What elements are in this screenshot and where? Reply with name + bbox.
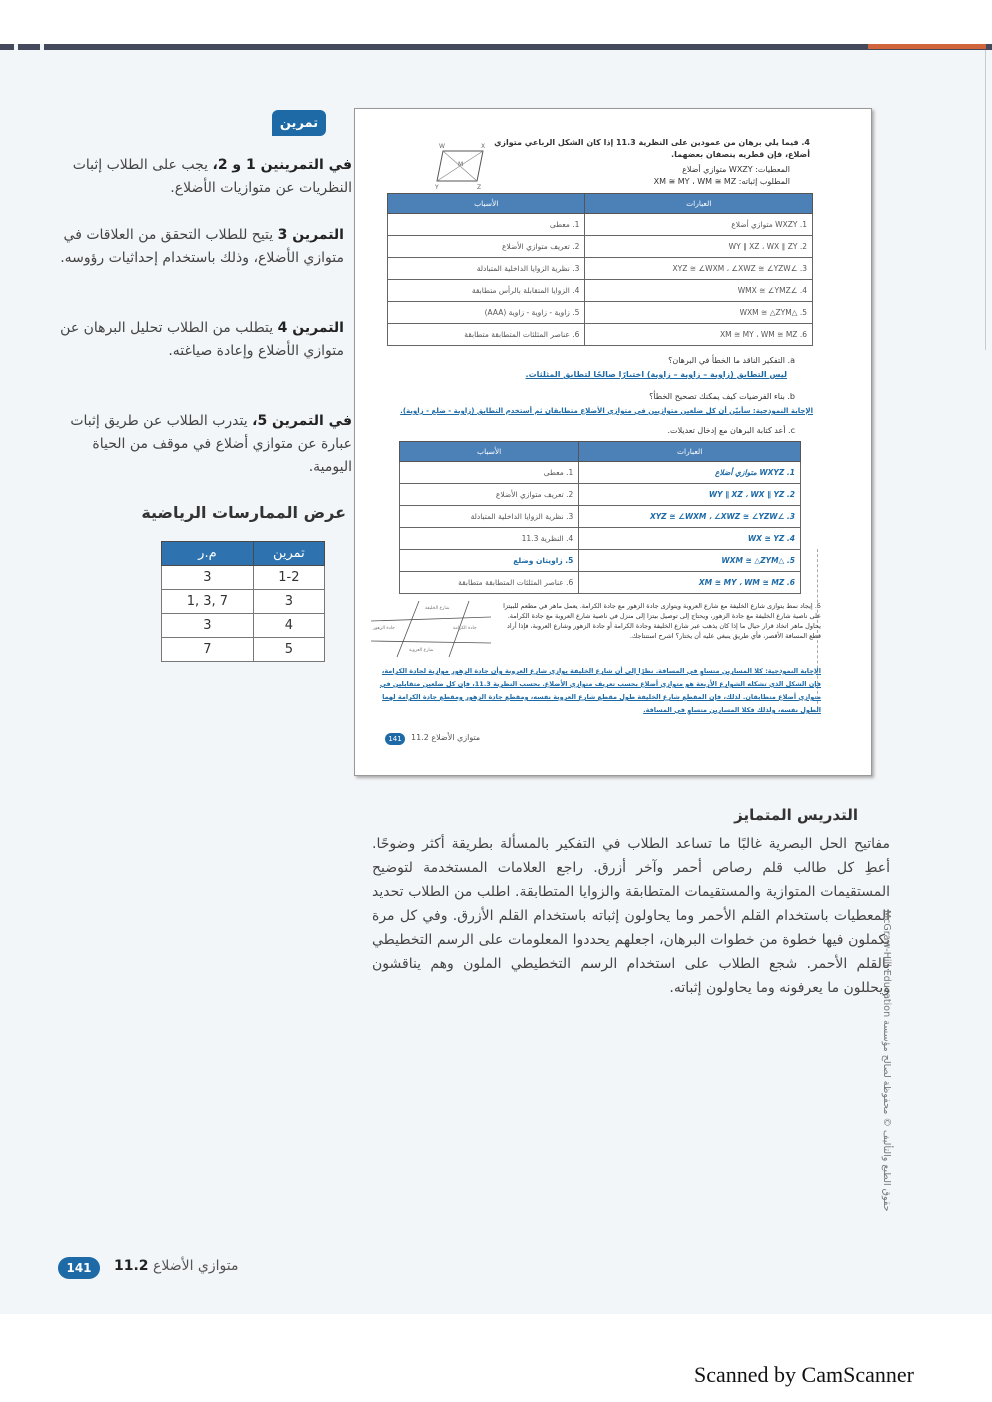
statement-cell: 2. WY ∥ XZ ، WX ∥ YZ: [579, 484, 801, 506]
paragraph-lead: في التمرين 5،: [252, 413, 352, 429]
copyright-vertical: McGraw-Hill Education حقوق الطبع والتأليف © محفوظة لصالح مؤسسة: [881, 910, 892, 1212]
statement-cell: 6. XM ≅ MY ، WM ≅ MZ: [579, 572, 801, 594]
statement-cell: 1. WXYZ متوازي أضلاع: [579, 462, 801, 484]
practices-table: [161, 541, 325, 662]
table-row: [400, 484, 801, 506]
reason-cell: 2. تعريف متوازي الأضلاع: [400, 484, 579, 506]
statement-cell: 5. △WXM ≅ △ZYM: [579, 550, 801, 572]
header-accent: [868, 44, 986, 49]
reason-cell: 6. عناصر المثلثات المتطابقة متطابقة: [388, 324, 585, 346]
paragraph-text: يجب على الطلاب إثبات النظريات عن متوازيات الأضلاع.: [72, 157, 352, 196]
statement-cell: 5. △WXM ≅ △ZYM: [585, 302, 813, 324]
sidebar-paragraph-1: [60, 154, 352, 200]
table-row: [388, 280, 813, 302]
table-row: [162, 638, 325, 662]
street-label: جادة الكرامة: [453, 626, 477, 631]
paragraph-lead: التمرين 4: [277, 320, 344, 336]
table-row: [400, 550, 801, 572]
table-row: [162, 590, 325, 614]
student-page-thumbnail: [354, 108, 872, 776]
footer-page-number: 141: [58, 1257, 100, 1279]
part-a-prompt: a. التفكير الناقد ما الخطأ في البرهان؟: [668, 356, 795, 365]
statement-cell: 6. XM ≅ MY ، WM ≅ MZ: [585, 324, 813, 346]
sidebar-paragraph-4: [60, 410, 352, 479]
table-row: [388, 236, 813, 258]
proof-table-corrected: [399, 441, 801, 594]
vertex-label: Y: [435, 184, 439, 191]
table-cell: 3: [162, 566, 254, 590]
street-map-figure: [371, 599, 491, 659]
parallelogram-figure: [433, 139, 491, 191]
part-a-answer: ليس التطابق (زاوية – زاوية – زاوية) اختبارًا صالحًا لتطابق المثلثات.: [525, 370, 787, 379]
column-header: الأسباب: [388, 194, 585, 214]
paragraph-text: يتدرب الطلاب عن طريق إثبات عبارة عن متوازي أضلاع في موقف من الحياة اليومية.: [70, 413, 352, 475]
reason-cell: 5. زاويتان وضلع: [400, 550, 579, 572]
table-row: [388, 214, 813, 236]
table-cell: 3: [162, 614, 254, 638]
prove-statement: المطلوب إثباته: XM ≅ MY ، WM ≅ MZ: [653, 177, 790, 186]
column-header: تمرين: [253, 542, 324, 566]
table-cell: 3: [253, 590, 324, 614]
footer-section-title: [114, 1258, 238, 1274]
street-label: شارع العروبة: [409, 648, 434, 653]
table-cell: 4: [253, 614, 324, 638]
street-label: شارع الخليفة: [425, 606, 450, 611]
paragraph-lead: في التمرينين 1 و 2،: [212, 157, 352, 173]
reason-cell: 2. تعريف متوازي الأضلاع: [388, 236, 585, 258]
differentiated-body: مفاتيح الحل البصرية غالبًا ما تساعد الطلاب في التفكير بالمسألة بطريقة أكثر وضوحًا. أعطِ كل طالب قلم رصاص أحمر وآخر أزرق. راجع العلامات المستخدمة لتوضيح المستقيمات المتوازية والمستقيمات المتطابقة والزوايا المتطابقة. اطلب من الطلاب تحديد المعطيات باستخدام القلم الأحمر وما يحاولون إثباته باستخدام القلم الأزرق. وفي كل مرة يكملون فيها خطوة من خطوات البرهان، اجعلهم يحددوا المعلومات على الرسم التخطيطي بالقلم الأحمر. شجع الطلاب على استخدام الرسم التخطيطي الملون وهم يناقشون ويحللون ما يعرفونه وما يحاولون إثباته.: [372, 836, 890, 996]
footer-section-number: 11.2: [114, 1258, 149, 1274]
table-row: [400, 528, 801, 550]
header-bar: [0, 44, 992, 50]
footer-section-name: متوازي الأضلاع: [153, 1258, 239, 1274]
column-header: الأسباب: [400, 442, 579, 462]
sidebar-paragraph-3: [60, 317, 352, 363]
table-row: [400, 506, 801, 528]
thumbnail-page-title: 11.2 متوازي الأضلاع: [411, 733, 481, 742]
table-row: [388, 324, 813, 346]
reason-cell: 4. النظرية 11.3: [400, 528, 579, 550]
paragraph-lead: التمرين 3: [277, 227, 344, 243]
table-row: [388, 258, 813, 280]
part-b-answer: الإجابة النموذجية: سأبيّن أن كل ضلعين متوازيين في متوازي الأضلاع متطابقان ثم أستخدم التطابق (زاوية - ضلع - زاوية).: [400, 407, 813, 415]
question-5-answer: الإجابة النموذجية: كلا المسارين متساوٍ في المسافة. نظرًا إلى أن شارع الخليفة يوازي شارع العروبة وأن جادة الزهور موازية لجادة الكرامة، فإن الشكل الذي تشكله الشوارع الأربعة هو متوازي أضلاع بحسب تعريف متوازي الأضلاع. بحسب النظرية 11.3، فإن كل ضلعين متقابلين في متوازي أضلاع متطابقان. لذلك، فإن المقطع شارع الخليفة طول مقطع شارع العروبة نفسه، ومقطع جادة الزهور ومقطع جادة الكرامة لهما الطول نفسه، ولذلك فكلا المسارين متساوٍ في المسافة.: [379, 667, 821, 714]
proof-table-original: [387, 193, 813, 346]
question-5-text: 5. إيجاد نمط يتوازى شارع الخليفة مع شارع العروبة ويتوازى جادة الزهور مع جادة الكرامة. يعمل ماهر في مطعم للبيتزا على ناصية شارع الخليفة مع جادة الزهور، ويحتاج إلى توصيل بيتزا إلى منزل في ناصية شارع العروبة مع جادة الكرامة. يحاول ماهر اتخاذ قرار حيال ما إذا كان يذهب عبر شارع الخليفة وجادة الكرامة أو جادة الزهور وشارع العروبة، فإذا أراد قطع المسافة الأقصر، فأي طريق ينبغي عليه أن يختار؟ اشرح استنتاجك.: [503, 602, 821, 640]
practices-heading: عرض الممارسات الرياضية: [141, 503, 346, 522]
table-row: [162, 566, 325, 590]
reason-cell: 1. معطى: [400, 462, 579, 484]
vertex-label: W: [439, 143, 445, 150]
table-cell: 1-2: [253, 566, 324, 590]
column-header: العبارات: [579, 442, 801, 462]
statement-cell: 4. WX ≅ YZ: [579, 528, 801, 550]
column-header: العبارات: [585, 194, 813, 214]
scanner-watermark: Scanned by CamScanner: [694, 1362, 914, 1387]
table-cell: 5: [253, 638, 324, 662]
exercise-badge: تمرين: [272, 110, 326, 136]
reason-cell: 3. نظرية الزوايا الداخلية المتبادلة: [400, 506, 579, 528]
statement-cell: 3. ∠XYZ ≅ ∠WXM ، ∠XWZ ≅ ∠YZW: [579, 506, 801, 528]
part-c-prompt: c. أعد كتابة البرهان مع إدخال تعديلات.: [667, 426, 795, 435]
table-cell: 7: [162, 638, 254, 662]
part-b-prompt: b. بناء الفرضيات كيف يمكنك تصحيح الخطأ؟: [649, 392, 795, 401]
paragraph-text: يتيح للطلاب التحقق من العلاقات في متوازي الأضلاع، وذلك باستخدام إحداثيات رؤوسه.: [60, 227, 344, 266]
reason-cell: 4. الزوايا المتقابلة بالرأس متطابقة: [388, 280, 585, 302]
vertex-label: Z: [477, 184, 482, 191]
reason-cell: 6. عناصر المثلثات المتطابقة متطابقة: [400, 572, 579, 594]
given-statement: المعطيات: WXZY متوازي أضلاع: [682, 165, 790, 174]
table-row: [400, 572, 801, 594]
sidebar-paragraph-2: [60, 224, 352, 270]
street-label: جادة الزهور: [373, 626, 395, 631]
thumbnail-page-number: 141: [385, 733, 405, 745]
reason-cell: 1. معطى: [388, 214, 585, 236]
page-edge: [985, 50, 987, 350]
statement-cell: 4. ∠WMX ≅ ∠YMZ: [585, 280, 813, 302]
vertex-label: M: [458, 161, 464, 168]
column-header: م.ر: [162, 542, 254, 566]
table-row: [388, 302, 813, 324]
paragraph-text: يتطلب من الطلاب تحليل البرهان عن متوازي الأضلاع وإعادة صياغته.: [60, 320, 344, 359]
statement-cell: 2. WY ∥ XZ ، WX ∥ ZY: [585, 236, 813, 258]
statement-cell: 1. WXZY متوازي أضلاع: [585, 214, 813, 236]
statement-cell: 3. ∠XYZ ≅ ∠WXM ، ∠XWZ ≅ ∠YZW: [585, 258, 813, 280]
table-cell: 1, 3, 7: [162, 590, 254, 614]
question-4-prompt: 4. فيما يلي برهان من عمودين على النظرية 11.3 إذا كان الشكل الرباعي متوازي أضلاع، فإن قطريه ينصفان بعضهما.: [494, 138, 810, 159]
table-row: [162, 614, 325, 638]
differentiated-heading: التدريس المتمايز: [734, 806, 858, 824]
reason-cell: 3. نظرية الزوايا الداخلية المتبادلة: [388, 258, 585, 280]
vertex-label: X: [481, 143, 486, 150]
table-row: [400, 462, 801, 484]
reason-cell: 5. زاوية - زاوية - زاوية (AAA): [388, 302, 585, 324]
